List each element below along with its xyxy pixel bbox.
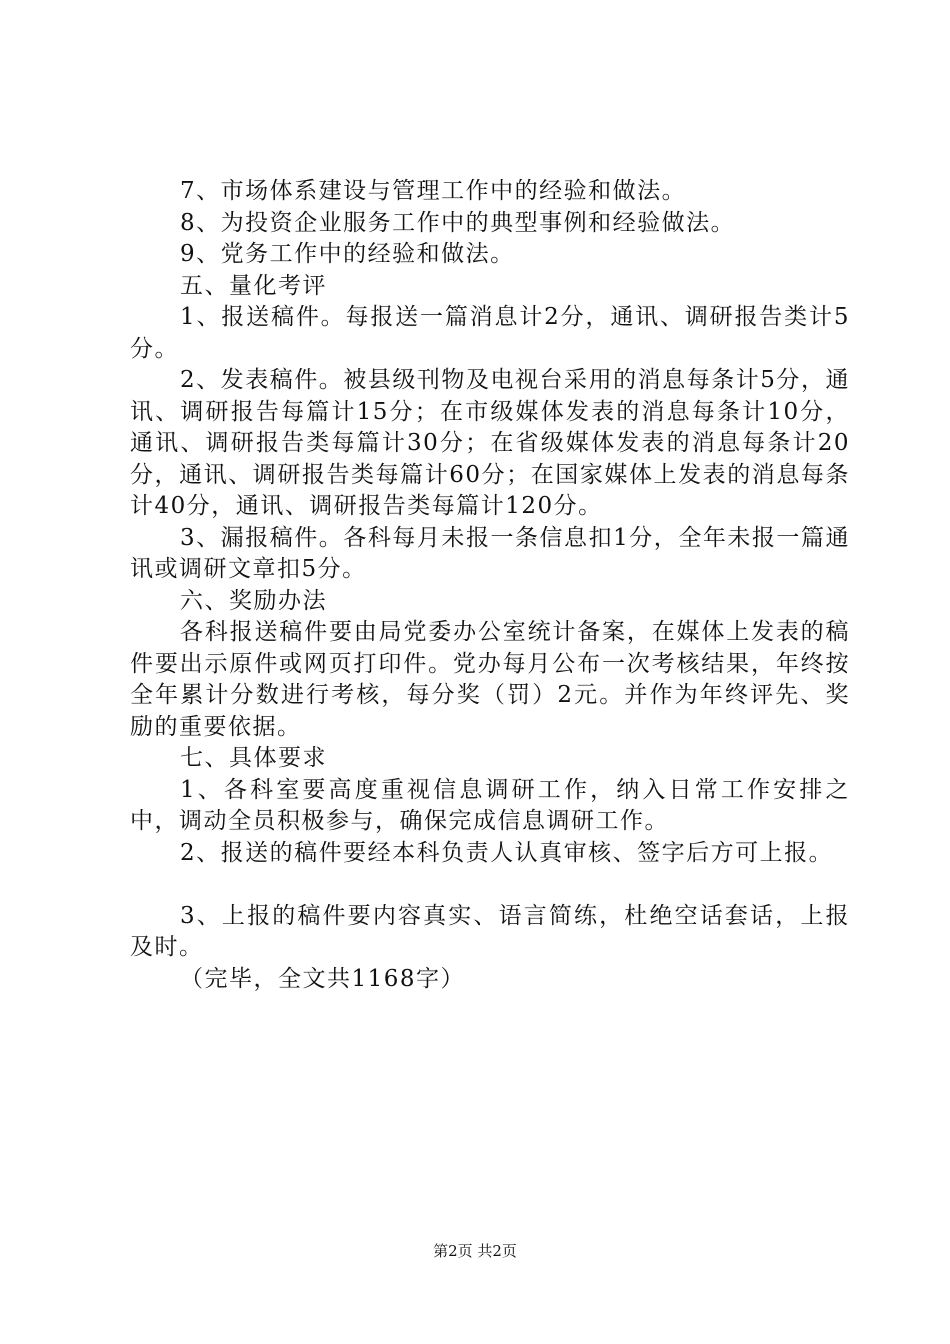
body-paragraph: 3、上报的稿件要内容真实、语言简练，杜绝空话套话，上报及时。 xyxy=(130,902,850,960)
word-count-note: （完毕，全文共1168字） xyxy=(180,965,466,992)
section-heading: 七、具体要求 xyxy=(180,745,327,771)
paragraph-gap xyxy=(130,869,850,901)
body-paragraph: 7、市场体系建设与管理工作中的经验和做法。 xyxy=(180,178,687,204)
page-footer: 第2页 共2页 xyxy=(433,1242,517,1260)
body-paragraph: 各科报送稿件要由局党委办公室统计备案，在媒体上发表的稿件要出示原件或网页打印件。党办每月公布一次考核结果，年终按全年累计分数进行考核，每分奖（罚）2元。并作为年终评先、奖励的重要依据。 xyxy=(130,619,850,740)
body-paragraph: 2、报送的稿件要经本科负责人认真审核、签字后方可上报。 xyxy=(180,839,834,866)
body-paragraph: 8、为投资企业服务工作中的典型事例和经验做法。 xyxy=(180,209,736,236)
section-heading: 六、奖励办法 xyxy=(180,587,327,614)
body-paragraph: 9、党务工作中的经验和做法。 xyxy=(180,241,515,267)
body-paragraph: 1、报送稿件。每报送一篇消息计2分，通讯、调研报告类计5分。 xyxy=(130,304,850,362)
body-paragraph: 3、漏报稿件。各科每月未报一条信息扣1分，全年未报一篇通讯或调研文章扣5分。 xyxy=(130,524,850,582)
body-paragraph: 1、各科室要高度重视信息调研工作，纳入日常工作安排之中，调动全员积极参与，确保完成信息调研工作。 xyxy=(130,776,850,834)
body-paragraph: 2、发表稿件。被县级刊物及电视台采用的消息每条计5分，通讯、调研报告每篇计15分；在市级媒体发表的消息每条计10分，通讯、调研报告类每篇计30分；在省级媒体发表的消息每条计20分，通讯、调研报告类每篇计60分；在国家媒体上发表的消息每条计40分，通讯、调研报告类每篇计120分。 xyxy=(130,367,850,519)
section-heading: 五、量化考评 xyxy=(180,272,327,299)
document-body xyxy=(130,176,850,995)
